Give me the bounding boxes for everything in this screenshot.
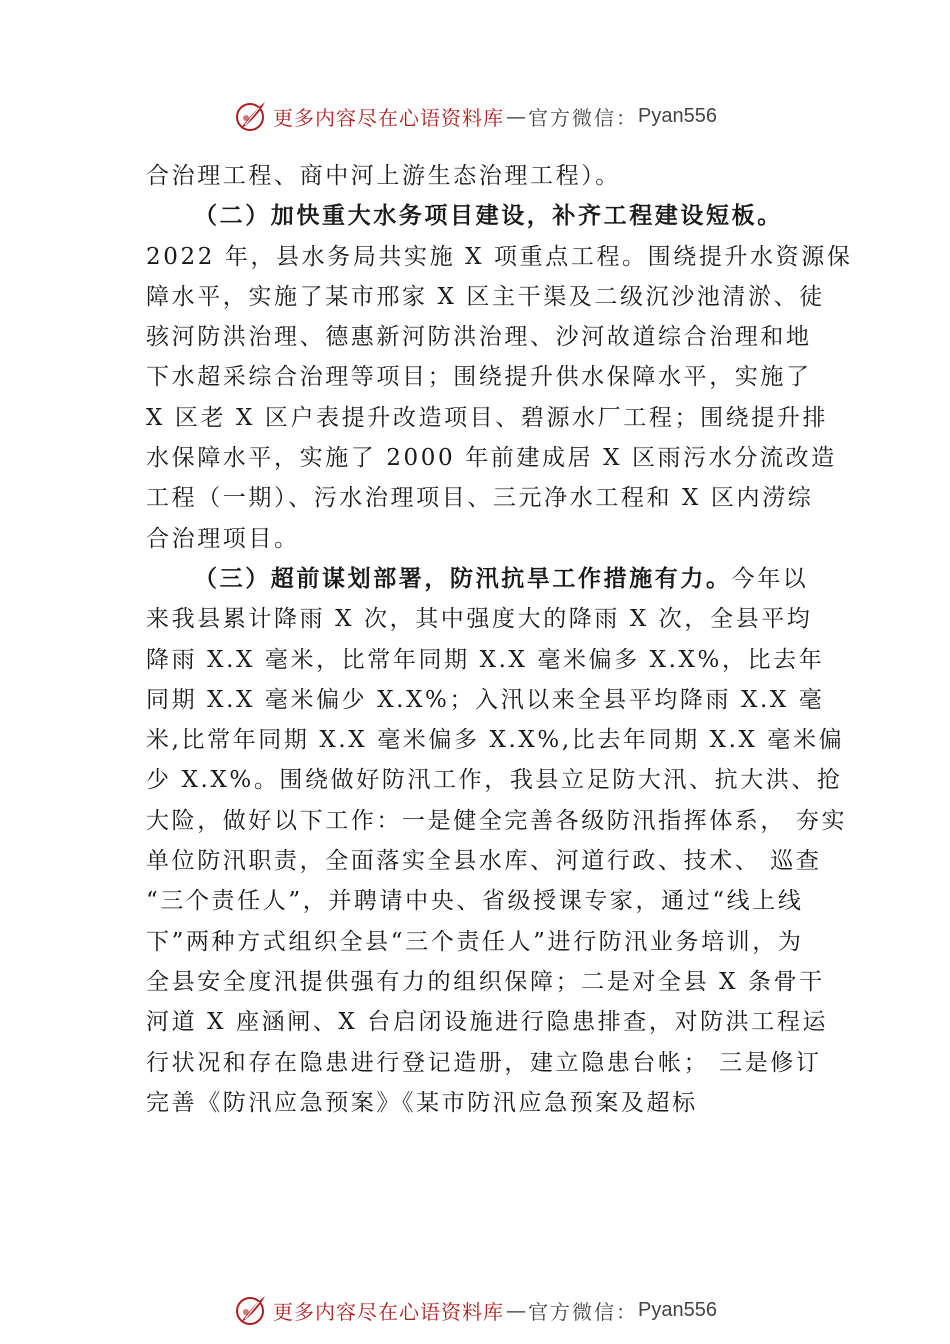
- wechat-id: Pyan556: [638, 1298, 717, 1321]
- text-line: 下水超采综合治理等项目；围绕提升供水保障水平，实施了: [146, 364, 812, 391]
- text-line: 大险，做好以下工作：一是健全完善各级防汛指挥体系， 夯实: [146, 807, 848, 834]
- text-line: 障水平，实施了某市邢家 X 区主干渠及二级沉沙池清淤、徒: [146, 283, 825, 310]
- header-watermark: [0, 96, 950, 136]
- text-line: 水保障水平，实施了 2000 年前建成居 X 区雨污水分流改造: [146, 445, 837, 472]
- text-line: 工程（一期）、污水治理项目、三元净水工程和 X 区内涝综: [146, 485, 814, 512]
- text-line: 同期 X.X 毫米偏少 X.X%；入汛以来全县平均降雨 X.X 毫: [146, 686, 825, 713]
- brand-dash: —: [506, 104, 527, 128]
- text-line: 单位防汛职责，全面落实全县水库、河道行政、技术、 巡查: [146, 848, 822, 875]
- text-line: 完善《防汛应急预案》《某市防汛应急预案及超标: [146, 1089, 698, 1116]
- text-line: 合治理工程、商中河上游生态治理工程）。: [146, 163, 621, 189]
- document-body: [146, 156, 853, 1123]
- text-line: 降雨 X.X 毫米，比常年同期 X.X 毫米偏多 X.X%，比去年: [146, 646, 825, 673]
- text-line: 合治理项目。: [146, 525, 300, 552]
- brand-text: 更多内容尽在心语资料库: [273, 1299, 505, 1324]
- brand-text: 更多内容尽在心语资料库: [273, 105, 505, 130]
- text-line: 河道 X 座涵闸、X 台启闭设施进行隐患排查，对防洪工程运: [146, 1009, 829, 1036]
- section-heading-2: （二）加快重大水务项目建设，补齐工程建设短板。: [194, 202, 783, 230]
- text-span: 今年以: [731, 565, 809, 592]
- wechat-label: 官方微信：: [528, 105, 639, 130]
- section-heading-3: （三）超前谋划部署，防汛抗旱工作措施有力。: [194, 564, 732, 592]
- text-line: 下”两种方式组织全县“三个责任人”进行防汛业务培训，为: [146, 928, 804, 955]
- wechat-label: 官方微信：: [528, 1299, 639, 1324]
- text-line: 骇河防洪治理、德惠新河防洪治理、沙河故道综合治理和地: [146, 324, 812, 351]
- text-line: 米,比常年同期 X.X 毫米偏多 X.X%,比去年同期 X.X 毫米偏: [146, 727, 845, 754]
- text-line: 2022 年，县水务局共实施 X 项重点工程。围绕提升水资源保: [146, 243, 853, 270]
- feather-pen-logo-icon: [233, 98, 269, 134]
- wechat-id: Pyan556: [638, 104, 717, 127]
- brand-dash: —: [506, 1298, 527, 1322]
- text-line: 全县安全度汛提供强有力的组织保障；二是对全县 X 条骨干: [146, 968, 825, 995]
- text-line: X 区老 X 区户表提升改造项目、碧源水厂工程；围绕提升排: [146, 404, 829, 431]
- text-line: “三个责任人”，并聘请中央、省级授课专家，通过“线上线: [146, 888, 804, 915]
- footer-watermark: [0, 1290, 950, 1330]
- section-3-first-line: [146, 559, 814, 599]
- feather-pen-logo-icon: [233, 1292, 269, 1328]
- text-line: 行状况和存在隐患进行登记造册，建立隐患台帐； 三是修订: [146, 1049, 822, 1076]
- text-line: 少 X.X%。围绕做好防汛工作，我县立足防大汛、抗大洪、抢: [146, 767, 843, 794]
- text-line: 来我县累计降雨 X 次，其中强度大的降雨 X 次，全县平均: [146, 606, 813, 633]
